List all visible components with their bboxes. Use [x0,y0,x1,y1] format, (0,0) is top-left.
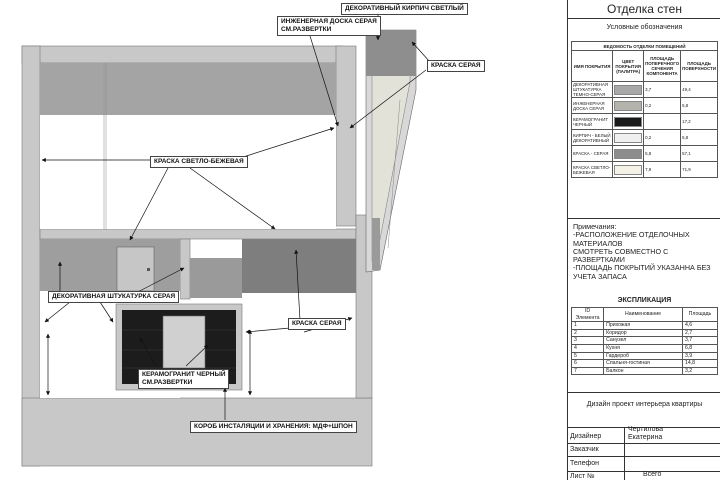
notes-line-3: -ПЛОЩАДЬ ПОКРЫТИЙ УКАЗАННА БЕЗ УЧЕТА ЗАПАСА [573,263,711,281]
legend-row [572,114,718,130]
hall-wall-dark-right [242,239,356,293]
explication-id: 2 [572,329,604,337]
legend-swatch [614,101,642,111]
explication-area: 6,8 [682,344,717,352]
legend-section [644,114,681,130]
legend-swatch [614,85,642,95]
legend-area: 17,2 [681,114,718,130]
customer-label: Заказчик [570,446,599,453]
legend-row [572,130,718,146]
explication-heading: ЭКСПЛИКАЦИЯ [617,297,672,304]
legend-row [572,146,718,162]
explication-row [572,352,718,360]
explication-col-area: Площадь [682,308,717,322]
legend-swatch [614,117,642,127]
explication-row [572,329,718,337]
legend-row [572,82,718,98]
label-paint-gray-mid: КРАСКА СЕРАЯ [288,318,346,330]
notes [573,223,719,281]
legend-subheading: ВЕДОМОСТЬ ОТДЕЛКИ ПОМЕЩЕНИЙ [572,42,718,51]
label-storage: КОРОБ ИНСТАЛЯЦИИ И ХРАНЕНИЯ: МДФ+ШПОН [190,421,357,433]
label-engineered-board-ref: СМ.РАЗВЕРТКИ [281,26,332,33]
stamp-divider-1 [568,443,720,444]
project-divider-top [568,392,720,393]
explication-name: Спальня-гостиная [604,360,683,368]
explication-id: 4 [572,344,604,352]
legend-name: ИНЖЕНЕРНАЯ ДОСКА СЕРАЯ [572,98,613,114]
door-knob [147,268,150,271]
explication-row [572,337,718,345]
legend-subheading-row [572,42,718,51]
explication-name: Прихожая [604,322,683,330]
designer-name-line-2: Екатерина [628,434,663,441]
designer-label: Дизайнер [570,433,602,440]
legend-swatch [614,133,642,143]
legend-name: КИРПИЧ - БЕЛЫЙ ДЕКОРАТИВНЫЙ [572,130,613,146]
explication-body [572,322,718,375]
label-engineered-board [277,16,381,36]
legend-area: 49,4 [681,82,718,98]
designer-name [628,426,663,442]
designer-name-line-1: Чертилова [628,426,664,433]
label-porcelain-ref: СМ.РАЗВЕРТКИ [142,379,193,386]
legend-section: 0,2 [644,130,681,146]
legend-row [572,162,718,178]
explication-name: Гардероб [604,352,683,360]
explication-table [571,307,718,375]
mid-partition [40,229,356,239]
legend-col-name: ИМЯ ПОКРЫТИЯ [572,51,613,82]
legend-divider [568,218,720,219]
sheet-label: Лист № [570,473,595,480]
legend-area: 57,1 [681,146,718,162]
legend-section: 7,9 [644,162,681,178]
explication-name: Санузел [604,337,683,345]
stamp-column-divider [624,427,625,480]
label-porcelain [138,369,229,389]
explication-id: 7 [572,367,604,375]
explication-id: 5 [572,352,604,360]
hall-wall-gray-left [40,239,180,291]
explication-name: Коридор [604,329,683,337]
project-name: Дизайн проект интерьера квартиры [586,401,703,408]
phone-label: Телефон [570,460,600,467]
sheet-title: Отделка стен [607,2,682,16]
explication-row [572,367,718,375]
label-plaster: ДЕКОРАТИВНАЯ ШТУКАТУРКА СЕРАЯ [48,291,179,303]
explication-id: 1 [572,322,604,330]
title-block [567,0,720,480]
label-porcelain-text: КЕРАМОГРАНИТ ЧЕРНЫЙ [142,371,226,378]
legend-row [572,98,718,114]
bathroom-door [163,316,205,368]
legend-swatch-cell [613,146,644,162]
legend-name: КРАСКА - СЕРАЯ [572,146,613,162]
notes-heading: Примечания: [573,222,617,231]
explication-col-name: Наименование [604,308,683,322]
legend-area: 71,9 [681,162,718,178]
legend-body [572,82,718,178]
legend-col-color: ЦВЕТ ПОКРЫТИЯ (ПАЛИТРА) [613,51,644,82]
explication-area: 2,7 [682,329,717,337]
legend-table [571,41,718,178]
explication-area: 4,6 [682,322,717,330]
stamp-divider-2 [568,456,720,457]
total-label: Всего [643,471,662,478]
label-engineered-board-text: ИНЖЕНЕРНАЯ ДОСКА СЕРАЯ [281,18,377,25]
legend-swatch-cell [613,82,644,98]
right-column [336,46,356,226]
explication-row [572,360,718,368]
notes-line-1: -РАСПОЛОЖЕНИЕ ОТДЕЛОЧНЫХ МАТЕРИАЛОВ [573,230,690,248]
legend-name: ДЕКОРАТИВНАЯ ШТУКАТУРКА ТЕМНО-СЕРАЯ [572,82,613,98]
explication-name: Балкон [604,367,683,375]
explication-col-id: ID Элемента [572,308,604,322]
legend-swatch [614,165,642,175]
explication-area: 14,8 [682,360,717,368]
explication-id: 3 [572,337,604,345]
explication-row [572,322,718,330]
legend-swatch-cell [613,98,644,114]
corridor-wall [190,258,242,298]
label-brick: ДЕКОРАТИВНЫЙ КИРПИЧ СВЕТЛЫЙ [341,3,468,15]
label-paint-beige: КРАСКА СВЕТЛО-БЕЖЕВАЯ [150,156,248,168]
legend-section: 3,7 [644,82,681,98]
legend-area: 5,8 [681,98,718,114]
top-wall [22,46,342,63]
legend-name: КЕРАМОГРАНИТ ЧЕРНЫЙ [572,114,613,130]
legend-swatch [614,149,642,159]
explication-area: 3,9 [682,352,717,360]
explication-header-row [572,308,718,322]
explication-area: 3,7 [682,337,717,345]
legend-name: КРАСКА СВЕТЛО-БЕЖЕВАЯ [572,162,613,178]
legend-header-row [572,51,718,82]
legend-swatch-cell [613,114,644,130]
legend-swatch-cell [613,162,644,178]
balcony-door [372,218,380,270]
label-paint-gray-top: КРАСКА СЕРАЯ [427,60,485,72]
balcony-brick-wall [366,30,416,76]
arrow-gray-mid-1 [246,328,290,332]
legend-heading: Условные обозначения [606,24,683,31]
legend-section: 5,8 [644,146,681,162]
explication-area: 3,2 [682,367,717,375]
title-divider [568,18,720,19]
bedroom-wall-gray [40,63,336,115]
legend-area: 5,8 [681,130,718,146]
explication-row [572,344,718,352]
balcony [366,30,416,272]
notes-line-2: СМОТРЕТЬ СОВМЕСТНО С РАЗВЕРТКАМИ [573,246,669,265]
legend-swatch-cell [613,130,644,146]
legend-col-area: ПЛОЩАДЬ ПОВЕРХНОСТИ [681,51,718,82]
legend-col-section: ПЛОЩАДЬ ПОПЕРЕЧНОГО СЕЧЕНИЯ КОМПОНЕНТА [644,51,681,82]
explication-name: Кухня [604,344,683,352]
legend-section: 0,2 [644,98,681,114]
explication-id: 6 [572,360,604,368]
